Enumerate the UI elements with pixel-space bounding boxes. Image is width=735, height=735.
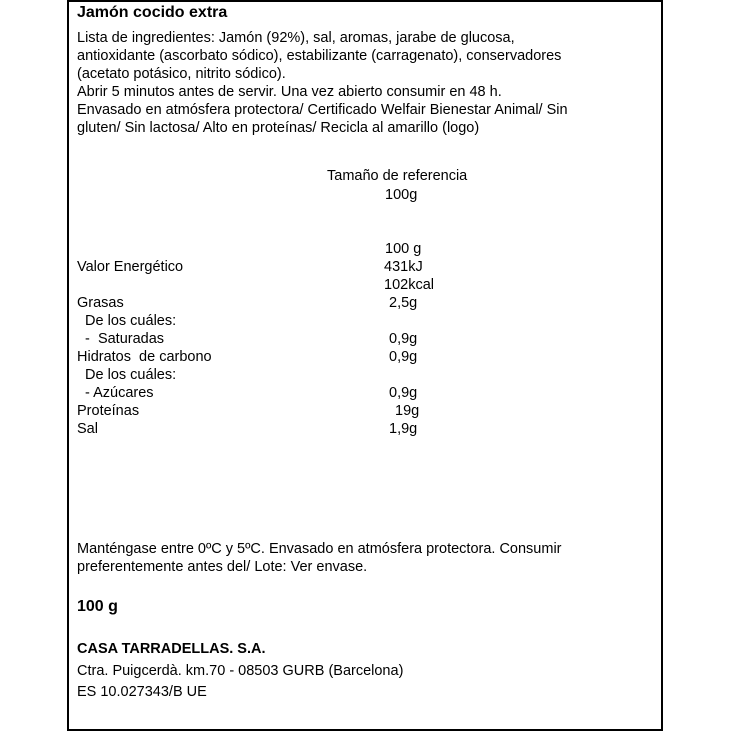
product-title: Jamón cocido extra (77, 4, 228, 21)
net-weight: 100 g (77, 598, 118, 615)
nutrient-label: Sal (77, 421, 98, 437)
storage-line: preferentemente antes del/ Lote: Ver envase. (77, 559, 368, 575)
storage-line: Manténgase entre 0ºC y 5ºC. Envasado en atmósfera protectora. Consumir (77, 541, 562, 557)
company-address: Ctra. Puigcerdà. km.70 - 08503 GURB (Barcelona) (77, 663, 404, 679)
nutrient-label: Grasas (77, 295, 124, 311)
nutrition-column-header: 100 g (385, 241, 422, 257)
nutrient-label: - Azúcares (77, 385, 154, 401)
reference-size-value: 100g (385, 187, 418, 203)
nutrient-value: 0,9g (389, 385, 418, 401)
nutrient-label: - Saturadas (77, 331, 165, 347)
nutrient-label: De los cuáles: (77, 367, 177, 383)
reference-size-label: Tamaño de referencia (327, 168, 468, 184)
ingredients-line: gluten/ Sin lactosa/ Alto en proteínas/ Recicla al amarillo (logo) (77, 120, 480, 136)
nutrient-label: Proteínas (77, 403, 140, 419)
nutrient-value: 0,9g (389, 349, 418, 365)
ingredients-line: Lista de ingredientes: Jamón (92%), sal, aromas, jarabe de glucosa, (77, 30, 515, 46)
company-name: CASA TARRADELLAS. S.A. (77, 641, 266, 657)
nutrient-value: 19g (395, 403, 420, 419)
nutrient-value: 1,9g (389, 421, 418, 437)
nutrient-label: Valor Energético (77, 259, 184, 275)
nutrient-label: Hidratos de carbono (77, 349, 212, 365)
nutrient-value: 0,9g (389, 331, 418, 347)
nutrient-label: De los cuáles: (77, 313, 177, 329)
ingredients-line: antioxidante (ascorbato sódico), estabilizante (carragenato), conservadores (77, 48, 562, 64)
ingredients-line: Abrir 5 minutos antes de servir. Una vez abierto consumir en 48 h. (77, 84, 502, 100)
nutrient-value: 431kJ (384, 259, 423, 275)
company-registry: ES 10.027343/B UE (77, 684, 207, 700)
ingredients-line: Envasado en atmósfera protectora/ Certificado Welfair Bienestar Animal/ Sin (77, 102, 568, 118)
nutrient-value: 102kcal (384, 277, 434, 293)
ingredients-line: (acetato potásico, nitrito sódico). (77, 66, 286, 82)
nutrient-value: 2,5g (389, 295, 418, 311)
